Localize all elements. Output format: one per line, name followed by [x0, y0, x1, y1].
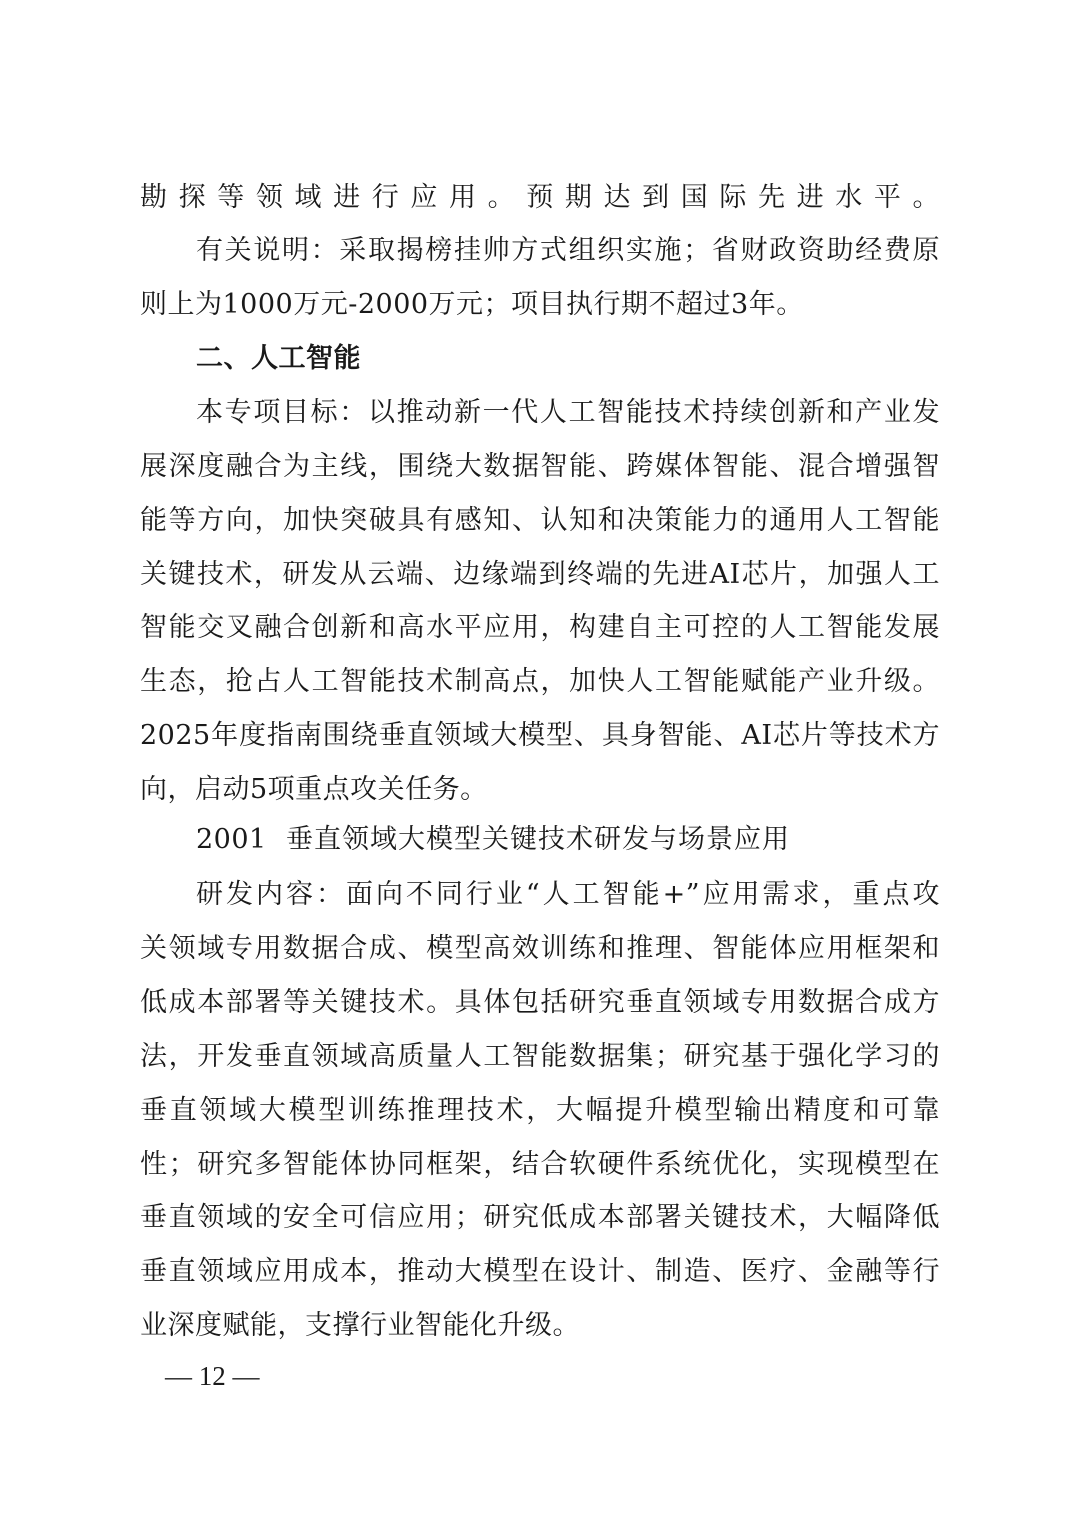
- paragraph-line: 本专项目标：以推动新一代人工智能技术持续创新和产业发: [196, 397, 940, 428]
- item-title: 垂直领域大模型关键技术研发与场景应用: [286, 824, 790, 855]
- paragraph-line: 垂直领域大模型训练推理技术，大幅提升模型输出精度和可靠: [140, 1095, 940, 1126]
- paragraph-line: 业深度赋能，支撑行业智能化升级。: [140, 1310, 580, 1341]
- paragraph-line: 关键技术，研发从云端、边缘端到终端的先进AI芯片，加强人工: [140, 559, 940, 590]
- paragraph-line: 研发内容：面向不同行业“人工智能+”应用需求，重点攻: [196, 879, 940, 910]
- paragraph-line: 低成本部署等关键技术。具体包括研究垂直领域专用数据合成方: [140, 987, 940, 1018]
- paragraph-line: 生态，抢占人工智能技术制高点，加快人工智能赋能产业升级。: [140, 666, 940, 697]
- paragraph-line: 展深度融合为主线，围绕大数据智能、跨媒体智能、混合增强智: [140, 451, 940, 482]
- item-code: 2001: [196, 824, 267, 855]
- paragraph-line: 垂直领域应用成本，推动大模型在设计、制造、医疗、金融等行: [140, 1256, 940, 1287]
- paragraph-line: 有关说明：采取揭榜挂帅方式组织实施；省财政资助经费原: [196, 235, 940, 266]
- paragraph-line: 智能交叉融合创新和高水平应用，构建自主可控的人工智能发展: [140, 612, 940, 643]
- item-heading: [196, 820, 940, 860]
- paragraph-line: 向，启动5项重点攻关任务。: [140, 774, 488, 805]
- paragraph-line: 关领域专用数据合成、模型高效训练和推理、智能体应用框架和: [140, 933, 940, 964]
- page-number: — 12 —: [165, 1361, 260, 1391]
- paragraph-line: 则上为1000万元-2000万元；项目执行期不超过3年。: [140, 289, 804, 320]
- paragraph-line: 性；研究多智能体协同框架，结合软硬件系统优化，实现模型在: [140, 1149, 940, 1180]
- paragraph-line: 勘探等领域进行应用。预期达到国际先进水平。: [140, 182, 940, 213]
- paragraph-line: 2025年度指南围绕垂直领域大模型、具身智能、AI芯片等技术方: [140, 720, 940, 751]
- paragraph-line: 垂直领域的安全可信应用；研究低成本部署关键技术，大幅降低: [140, 1202, 940, 1233]
- paragraph-line: 能等方向，加快突破具有感知、认知和决策能力的通用人工智能: [140, 505, 940, 536]
- paragraph-line: 法，开发垂直领域高质量人工智能数据集；研究基于强化学习的: [140, 1041, 940, 1072]
- section-heading: 二、人工智能: [196, 343, 361, 374]
